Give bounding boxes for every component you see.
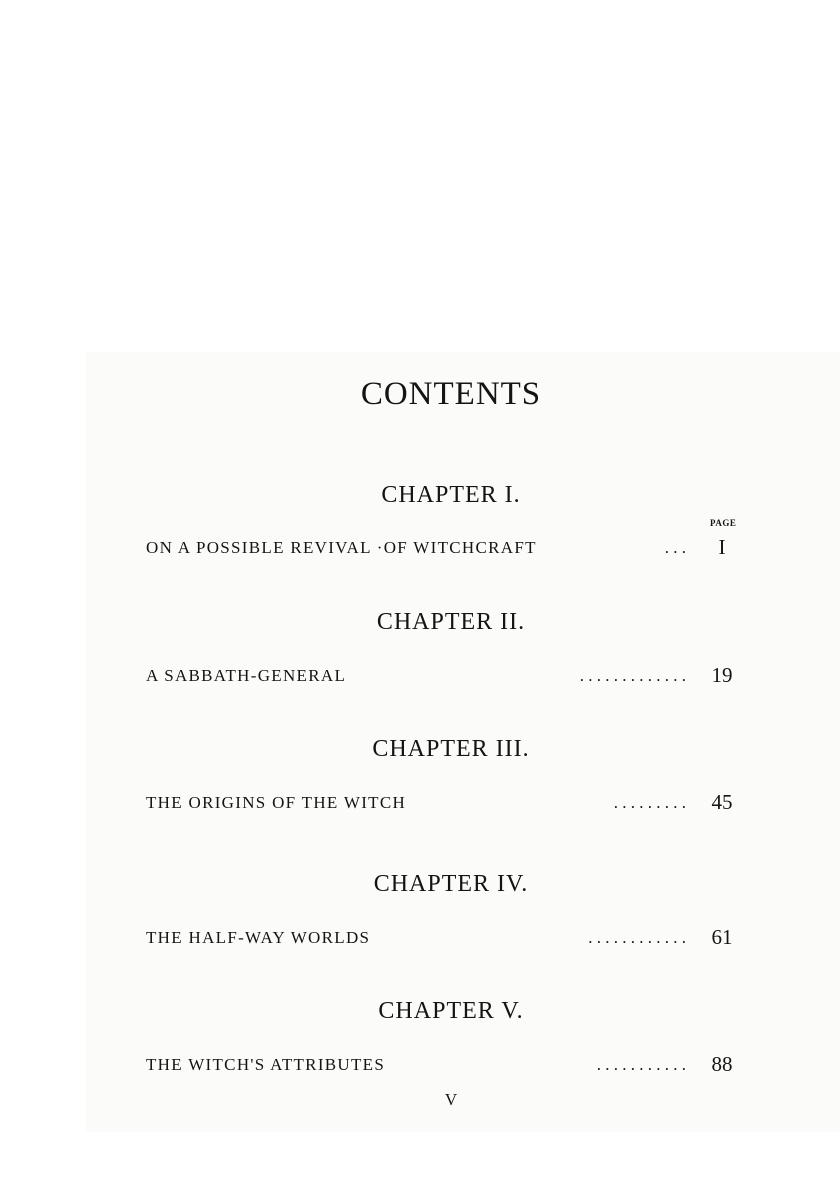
toc-entry-2[interactable] — [146, 663, 742, 692]
toc-entry-page: 61 — [711, 925, 733, 949]
contents-title: CONTENTS — [360, 376, 542, 412]
toc-entry-1[interactable] — [146, 535, 742, 564]
dot-leader: . . . . . . . . . . . — [596, 1055, 686, 1074]
dot-leader: . . . . . . . . . — [613, 793, 686, 812]
toc-entry-title: A SABBATH-GENERAL — [146, 666, 347, 685]
chapter-heading-5: CHAPTER V. — [378, 998, 524, 1024]
toc-entry-page: 88 — [711, 1052, 733, 1076]
toc-entry-3[interactable] — [146, 790, 742, 819]
dot-leader: . . . — [664, 538, 686, 557]
toc-entry-title: THE ORIGINS OF THE WITCH — [146, 793, 407, 812]
toc-entry-title: THE HALF-WAY WORLDS — [146, 928, 371, 947]
chapter-heading-2: CHAPTER II. — [376, 609, 526, 635]
toc-entry-page: I — [718, 535, 726, 559]
dot-leader: . . . . . . . . . . . . — [588, 928, 686, 947]
chapter-heading-1: CHAPTER I. — [381, 482, 521, 508]
toc-entry-title: ON A POSSIBLE REVIVAL ·OF WITCHCRAFT — [146, 538, 537, 557]
toc-entry-page: 19 — [711, 663, 733, 687]
toc-entry-5[interactable] — [146, 1052, 742, 1081]
page-column-label: PAGE — [710, 518, 737, 528]
toc-entry-4[interactable] — [146, 925, 742, 954]
chapter-heading-4: CHAPTER IV. — [373, 871, 529, 897]
toc-entry-page: 45 — [711, 790, 733, 814]
toc-entry-title: THE WITCH'S ATTRIBUTES — [146, 1055, 386, 1074]
chapter-heading-3: CHAPTER III. — [372, 736, 530, 762]
page-folio: V — [444, 1090, 458, 1109]
dot-leader: . . . . . . . . . . . . . — [579, 666, 686, 685]
